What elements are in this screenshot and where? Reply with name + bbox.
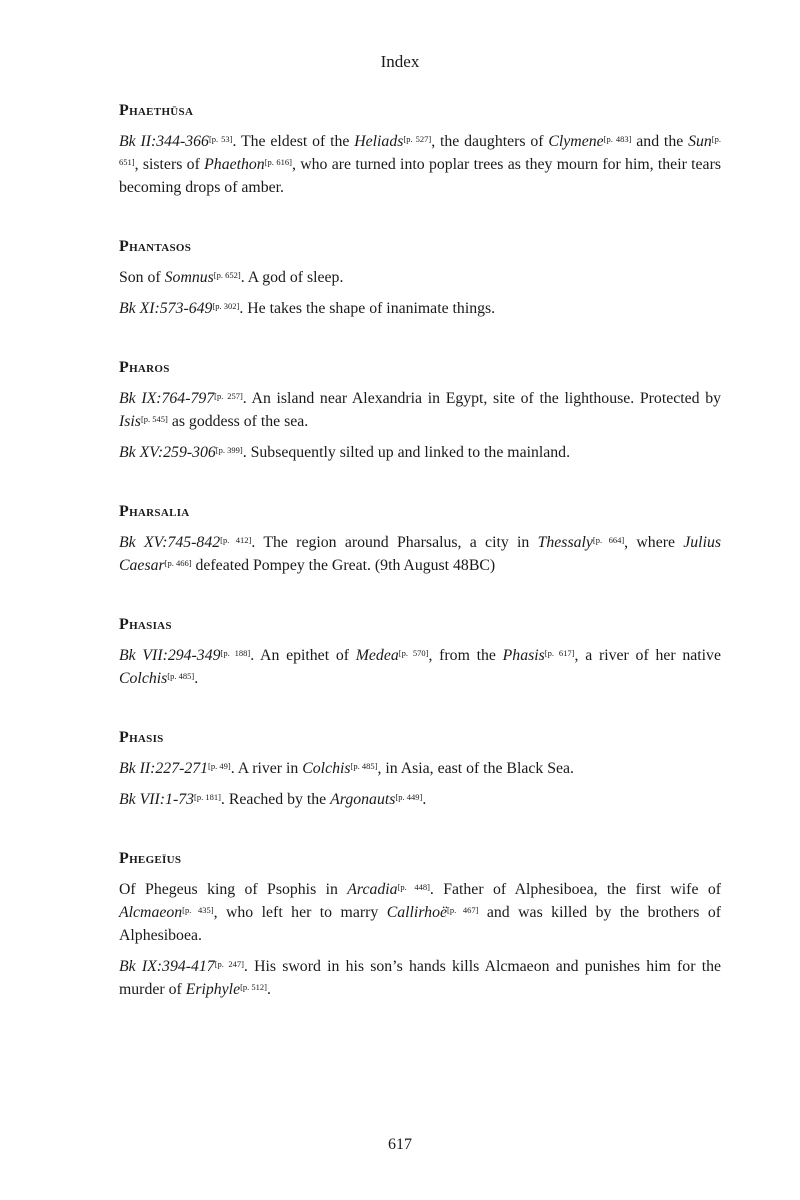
entry-headword: Phasis: [119, 729, 164, 746]
index-entry: [119, 100, 721, 199]
page-reference[interactable]: [p. 570]: [398, 648, 429, 658]
page-reference[interactable]: [p. 449]: [395, 792, 423, 802]
body-text: . An epithet of: [250, 647, 356, 664]
italic-term: Isis: [119, 413, 141, 430]
italic-term: Colchis: [119, 670, 168, 687]
page-reference[interactable]: [p. 467]: [447, 905, 479, 915]
entry-paragraph: [119, 531, 721, 577]
entry-paragraph: [119, 297, 721, 320]
italic-term: Callirhoë: [386, 904, 447, 921]
body-text: . A river in: [230, 760, 303, 777]
page-reference[interactable]: [p. 435]: [182, 905, 214, 915]
italic-term: Thessaly: [537, 534, 593, 551]
page-reference[interactable]: [p. 485]: [350, 761, 378, 771]
page-reference[interactable]: [p. 181]: [194, 792, 221, 802]
index-entry: [119, 727, 721, 811]
italic-term: Bk IX:764-797: [119, 390, 215, 407]
page-reference[interactable]: [p. 448]: [397, 882, 430, 892]
body-text: . His sword in his son’s hands kills Alcmaeon and punishes him for the murder of: [119, 958, 721, 998]
italic-term: Bk II:344-366: [119, 133, 209, 150]
entry-headword: Phasias: [119, 616, 172, 633]
entry-paragraph: [119, 788, 721, 811]
index-entries: [119, 100, 721, 1038]
body-text: , who are turned into poplar trees as they mourn for him, their tears becoming drops of amber.: [119, 156, 721, 196]
index-entry: [119, 614, 721, 690]
body-text: .: [194, 670, 199, 687]
italic-term: Phasis: [502, 647, 545, 664]
italic-term: Argonauts: [330, 791, 396, 808]
body-text: and the: [631, 133, 689, 150]
page-reference[interactable]: [p. 483]: [603, 134, 632, 144]
body-text: as goddess of the sea.: [167, 413, 309, 430]
body-text: , from the: [428, 647, 503, 664]
italic-term: Sun: [688, 133, 712, 150]
italic-term: Phaethon: [204, 156, 265, 173]
body-text: Son of: [119, 269, 165, 286]
index-entry: [119, 501, 721, 577]
body-text: , in Asia, east of the Black Sea.: [377, 760, 574, 777]
italic-term: Bk VII:1-73: [119, 791, 194, 808]
entry-paragraph: [119, 387, 721, 433]
italic-term: Bk IX:394-417: [119, 958, 215, 975]
entry-headword: Phaethūsa: [119, 102, 194, 119]
body-text: . Subsequently silted up and linked to the mainland.: [242, 444, 571, 461]
page-reference[interactable]: [p. 412]: [220, 535, 252, 545]
body-text: . He takes the shape of inanimate things.: [239, 300, 496, 317]
italic-term: Eriphyle: [185, 981, 241, 998]
italic-term: Colchis: [302, 760, 351, 777]
page-reference[interactable]: [p. 545]: [140, 414, 168, 424]
italic-term: Arcadia: [347, 881, 398, 898]
body-text: . Father of Alphesiboea, the first wife of: [429, 881, 721, 898]
body-text: , the daughters of: [431, 133, 549, 150]
entry-paragraph: [119, 130, 721, 199]
entry-paragraph: [119, 878, 721, 947]
body-text: , where: [624, 534, 684, 551]
running-header: Index: [380, 52, 420, 71]
italic-term: Somnus: [164, 269, 214, 286]
italic-term: Julius Caesar: [119, 534, 721, 574]
page-reference[interactable]: [p. 652]: [213, 270, 241, 280]
body-text: .: [267, 981, 271, 998]
index-entry: [119, 236, 721, 320]
entry-headword: Pharos: [119, 359, 170, 376]
body-text: Of Phegeus king of Psophis in: [119, 881, 348, 898]
entry-headword: Pharsalia: [119, 503, 190, 520]
body-text: and was killed by the brothers of Alphesiboea.: [119, 904, 721, 944]
italic-term: Bk XI:573-649: [119, 300, 213, 317]
entry-paragraph: [119, 757, 721, 780]
italic-term: Medea: [355, 647, 399, 664]
page-reference[interactable]: [p. 188]: [220, 648, 251, 658]
italic-term: Bk XV:745-842: [119, 534, 221, 551]
entry-paragraph: [119, 955, 721, 1001]
body-text: , a river of her native: [574, 647, 721, 664]
page-number: 617: [388, 1136, 412, 1153]
body-text: . Reached by the: [220, 791, 331, 808]
italic-term: Clymene: [548, 133, 604, 150]
body-text: defeated Pompey the Great. (9th August 48BC): [191, 557, 496, 574]
page-reference[interactable]: [p. 247]: [214, 959, 244, 969]
page-reference[interactable]: [p. 399]: [215, 445, 243, 455]
page-reference[interactable]: [p. 527]: [403, 134, 432, 144]
page-reference[interactable]: [p. 466]: [164, 558, 192, 568]
italic-term: Bk II:227-271: [119, 760, 209, 777]
italic-term: Bk VII:294-349: [119, 647, 221, 664]
italic-term: Alcmaeon: [119, 904, 183, 921]
entry-headword: Phantasos: [119, 238, 192, 255]
body-text: .: [422, 791, 427, 808]
body-text: , who left her to marry: [213, 904, 387, 921]
page-reference[interactable]: [p. 49]: [208, 761, 231, 771]
body-text: . An island near Alexandria in Egypt, site of the lighthouse. Protected by: [242, 390, 721, 407]
body-text: , sisters of: [134, 156, 205, 173]
page-reference[interactable]: [p. 664]: [592, 535, 625, 545]
index-entry: [119, 848, 721, 1001]
body-text: . A god of sleep.: [240, 269, 344, 286]
body-text: . The region around Pharsalus, a city in: [251, 534, 538, 551]
entry-paragraph: [119, 644, 721, 690]
page-reference[interactable]: [p. 512]: [240, 982, 268, 992]
page-reference[interactable]: [p. 302]: [212, 301, 240, 311]
entry-headword: Phegeïus: [119, 850, 182, 867]
page-reference[interactable]: [p. 616]: [264, 157, 292, 167]
index-entry: [119, 357, 721, 464]
entry-paragraph: [119, 266, 721, 289]
entry-paragraph: [119, 441, 721, 464]
page-reference[interactable]: [p. 485]: [167, 671, 195, 681]
page-reference[interactable]: [p. 651]: [119, 134, 721, 167]
page-reference[interactable]: [p. 257]: [214, 391, 243, 401]
italic-term: Bk XV:259-306: [119, 444, 216, 461]
page-reference[interactable]: [p. 617]: [544, 648, 575, 658]
body-text: . The eldest of the: [232, 133, 355, 150]
page-reference[interactable]: [p. 53]: [208, 134, 233, 144]
italic-term: Heliads: [354, 133, 404, 150]
